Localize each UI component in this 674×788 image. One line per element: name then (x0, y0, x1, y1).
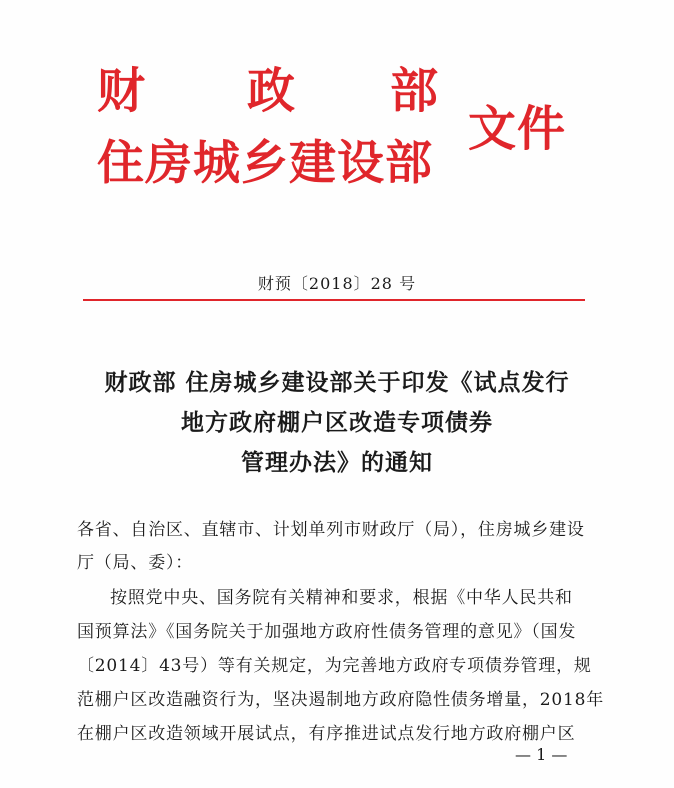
document-title-line-2: 地方政府棚户区改造专项债券 (181, 410, 493, 436)
masthead-suffix: 文件 (468, 101, 567, 157)
document-title-line-1: 财政部 住房城乡建设部关于印发《试点发行 (104, 370, 570, 396)
masthead-line-2: 住房城乡建设部 (97, 136, 433, 191)
body-line: 〔2014〕43号）等有关规定，为完善地方政府专项债券管理，规 (77, 656, 592, 676)
masthead-char: 财 (97, 63, 146, 119)
document-title-line-3: 管理办法》的通知 (241, 450, 433, 476)
masthead-char: 部 (390, 63, 439, 119)
body-line: 国预算法》《国务院关于加强地方政府性债务管理的意见》（国发 (77, 622, 577, 642)
page-number: — 1 — (515, 745, 568, 764)
red-divider-line (83, 299, 585, 301)
body-line: 各省、自治区、直辖市、计划单列市财政厅（局），住房城乡建设 (77, 520, 585, 540)
body-line: 在棚户区改造领域开展试点，有序推进试点发行地方政府棚户区 (77, 724, 576, 744)
body-line: 按照党中央、国务院有关精神和要求，根据《中华人民共和 (110, 588, 573, 608)
body-line: 厅（局、委）： (77, 553, 194, 573)
masthead-char: 政 (247, 63, 296, 119)
document-number: 财预〔2018〕28 号 (257, 274, 417, 293)
body-line: 范棚户区改造融资行为，坚决遏制地方政府隐性债务增量，2018年 (77, 690, 605, 710)
